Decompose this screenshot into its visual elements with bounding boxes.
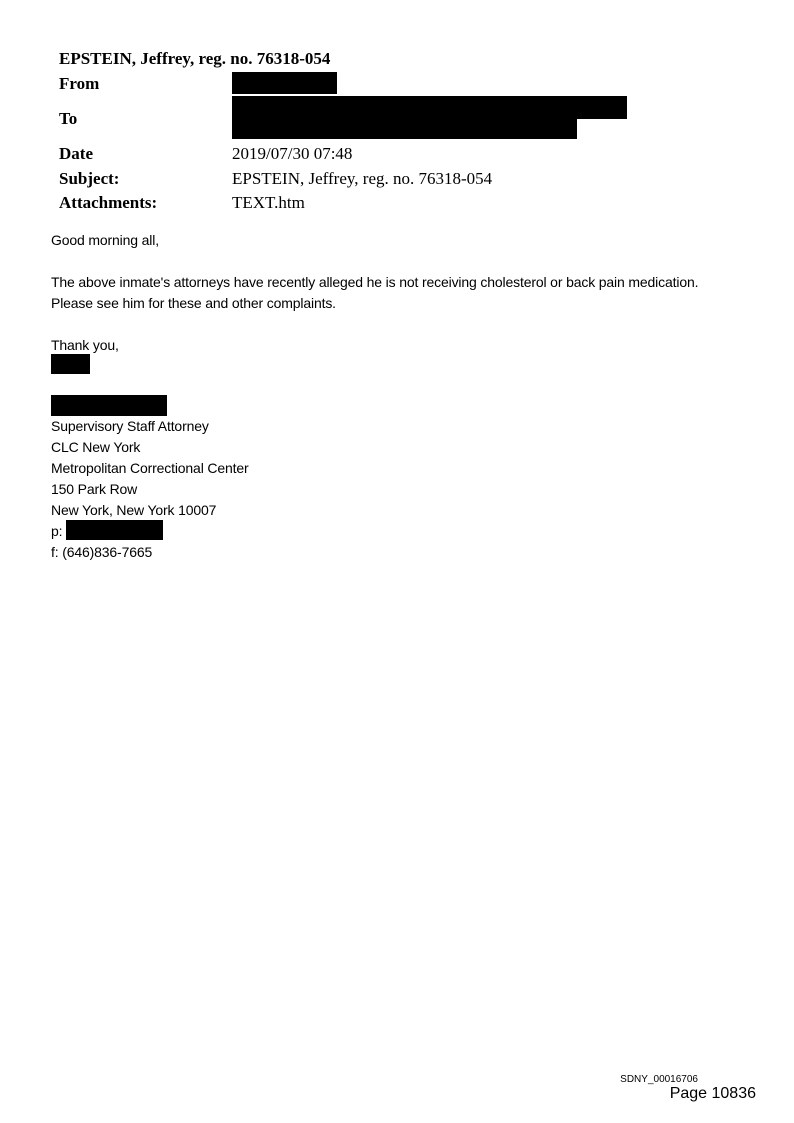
bates-number: SDNY_00016706 <box>620 1074 698 1085</box>
signer-first-name-redaction <box>51 354 90 374</box>
phone-redaction <box>66 520 163 540</box>
body-paragraph-line-2: Please see him for these and other complaints. <box>51 295 336 311</box>
subject-label: Subject: <box>59 169 120 188</box>
subject-value: EPSTEIN, Jeffrey, reg. no. 76318-054 <box>232 169 493 188</box>
body-paragraph-line-1: The above inmate's attorneys have recently alleged he is not receiving cholesterol or back pain medication. <box>51 274 699 290</box>
signer-title: Supervisory Staff Attorney <box>51 418 209 434</box>
phone-label: p: <box>51 523 63 539</box>
date-label: Date <box>59 144 93 163</box>
document-title: EPSTEIN, Jeffrey, reg. no. 76318-054 <box>59 49 331 68</box>
greeting: Good morning all, <box>51 232 159 248</box>
to-label: To <box>59 109 78 128</box>
signer-office: CLC New York <box>51 439 141 455</box>
signer-facility: Metropolitan Correctional Center <box>51 460 249 476</box>
page-number: Page 10836 <box>669 1085 756 1102</box>
from-label: From <box>59 74 100 93</box>
date-value: 2019/07/30 07:48 <box>232 144 353 163</box>
signer-full-name-redaction <box>51 395 167 416</box>
to-redaction-line1 <box>232 96 627 119</box>
signer-city: New York, New York 10007 <box>51 502 217 518</box>
attachment-filename: TEXT.htm <box>232 193 305 212</box>
attachments-label: Attachments: <box>59 193 158 212</box>
fax-line: f: (646)836-7665 <box>51 544 153 560</box>
from-redaction <box>232 72 337 94</box>
to-redaction-line2 <box>232 119 577 139</box>
closing: Thank you, <box>51 337 119 353</box>
signer-street: 150 Park Row <box>51 481 138 497</box>
